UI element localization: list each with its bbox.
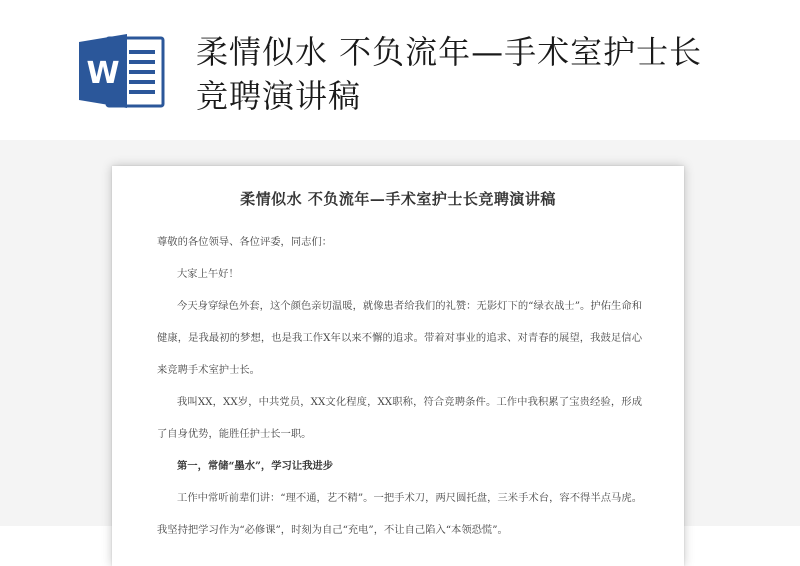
salutation: 尊敬的各位领导、各位评委，同志们：: [157, 236, 333, 248]
self-intro-paragraph: 我叫XX，XX岁，中共党员，XX文化程度，XX职称，符合竞聘条件。工作中我积累了宝贵经验，形成了自身优势，能胜任护士长一职。: [157, 396, 642, 440]
document-title: 柔情似水 不负流年—手术室护士长竞聘演讲稿: [240, 190, 556, 208]
document-page: [112, 166, 684, 566]
word-document-icon: [77, 32, 165, 110]
section-heading: 第一，常储“墨水”，学习让我进步: [177, 460, 334, 472]
page-title: 柔情似水 不负流年—手术室护士长竞聘演讲稿: [196, 33, 703, 115]
intro-paragraph: 今天身穿绿色外套，这个颜色亲切温暖，就像患者给我们的礼赞：无影灯下的“绿衣战士”。护佑生命和健康，是我最初的梦想，也是我工作X年以来不懈的追求。带着对事业的追求、对青春的展望，我鼓足信心来竞聘手术室护士长。: [157, 300, 642, 376]
word-icon-letter: W: [86, 56, 120, 91]
header: [0, 0, 800, 140]
section-paragraph: 工作中常听前辈们讲：“理不通，艺不精”。一把手术刀，两尺圆托盘，三米手术台，容不得半点马虎。我坚持把学习作为“必修课”，时刻为自己“充电”，不让自己陷入“本领恐慌”。: [157, 492, 642, 536]
greeting-paragraph: 大家上午好！: [177, 268, 239, 280]
